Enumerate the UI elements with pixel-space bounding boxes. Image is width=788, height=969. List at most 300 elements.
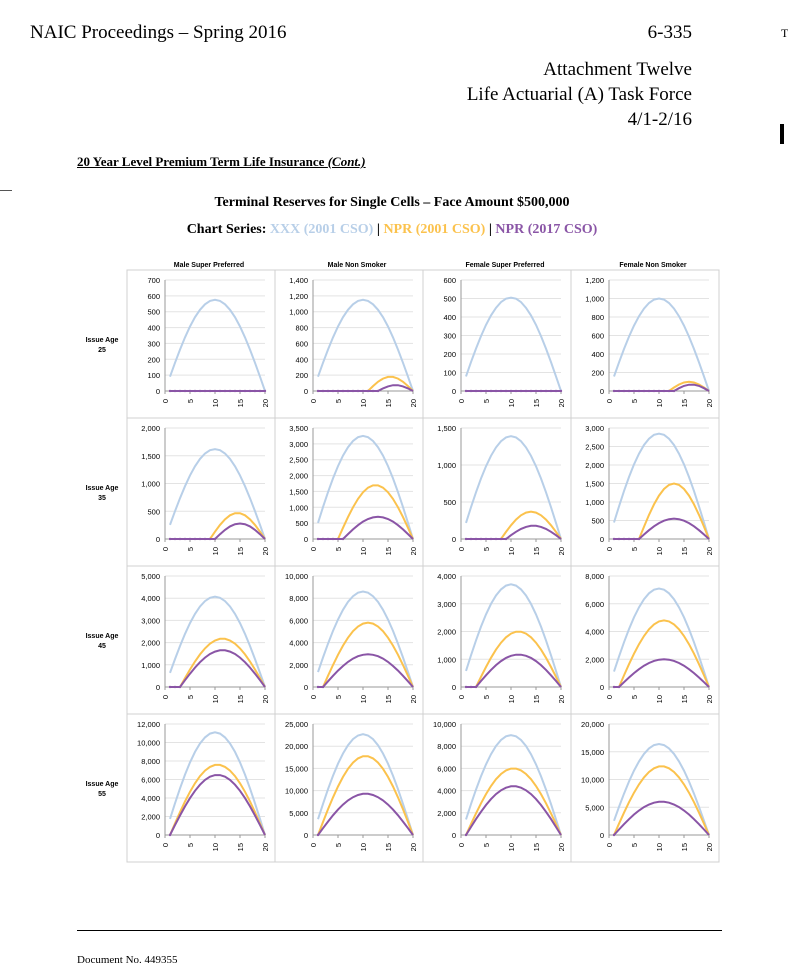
y-tick-label: 2,000 [437, 808, 456, 818]
series-point [623, 390, 625, 392]
series-point [169, 390, 171, 392]
series-point [174, 538, 176, 540]
x-tick-label: 15 [680, 695, 689, 704]
series-point [189, 538, 191, 540]
x-tick-label: 15 [236, 843, 245, 852]
x-tick-label: 15 [532, 695, 541, 704]
series-point [475, 686, 477, 688]
y-tick-label: 800 [591, 313, 604, 322]
x-tick-label: 20 [557, 843, 566, 852]
y-tick-label: 1,000 [289, 503, 308, 513]
y-tick-label: 200 [147, 355, 160, 365]
series-point [342, 390, 344, 392]
y-tick-label: 10,000 [581, 775, 604, 785]
series-point [332, 390, 334, 392]
series-point [337, 390, 339, 392]
x-tick-label: 0 [161, 695, 170, 700]
y-tick-label: 8,000 [585, 572, 604, 581]
y-tick-label: 2,500 [289, 455, 308, 465]
y-tick-label: 1,000 [289, 307, 308, 317]
y-tick-label: 1,000 [437, 461, 456, 470]
y-tick-label: 400 [443, 313, 456, 322]
x-tick-label: 10 [507, 843, 516, 852]
y-tick-label: 6,000 [141, 775, 160, 785]
y-tick-label: 2,000 [585, 655, 604, 665]
x-tick-label: 10 [211, 399, 220, 408]
y-tick-label: 0 [451, 683, 456, 692]
y-tick-label: 0 [599, 535, 604, 544]
x-tick-label: 10 [507, 399, 516, 408]
x-tick-label: 10 [359, 695, 368, 704]
y-tick-label: 300 [443, 331, 456, 341]
series-point [174, 390, 176, 392]
y-tick-label: 20,000 [581, 720, 604, 729]
series-point [244, 390, 246, 392]
series-point [490, 390, 492, 392]
x-tick-label: 15 [532, 843, 541, 852]
series-point [322, 686, 324, 688]
series-point [465, 538, 467, 540]
y-tick-label: 3,000 [141, 616, 160, 626]
x-tick-label: 15 [384, 547, 393, 556]
y-tick-label: 5,000 [289, 808, 308, 818]
series-point [530, 390, 532, 392]
y-tick-label: 3,000 [289, 439, 308, 449]
x-tick-label: 20 [557, 695, 566, 704]
series-point [535, 390, 537, 392]
series-point [367, 390, 369, 392]
x-tick-label: 10 [211, 547, 220, 556]
series-point [199, 538, 201, 540]
series-point [327, 538, 329, 540]
page-number: 6-335 [647, 22, 692, 43]
x-tick-label: 5 [186, 399, 195, 404]
series-point [643, 390, 645, 392]
series-line-xxx-2001 [466, 735, 561, 835]
series-point [254, 390, 256, 392]
y-tick-label: 1,200 [585, 276, 604, 285]
y-tick-label: 0 [155, 387, 160, 396]
y-tick-label: 2,000 [585, 461, 604, 470]
y-tick-label: 400 [147, 323, 160, 333]
series-line-xxx-2001 [170, 300, 265, 391]
x-tick-label: 15 [532, 399, 541, 408]
series-point [219, 390, 221, 392]
series-point [317, 686, 319, 688]
series-point [550, 390, 552, 392]
series-point [668, 390, 670, 392]
column-title: Female Super Preferred [465, 262, 545, 269]
series-line-xxx-2001 [170, 732, 265, 835]
y-tick-label: 1,500 [289, 487, 308, 497]
y-tick-label: 500 [443, 294, 456, 304]
series-line-xxx-2001 [318, 734, 413, 835]
series-point [520, 390, 522, 392]
x-tick-label: 15 [236, 547, 245, 556]
x-tick-label: 20 [261, 695, 270, 704]
series-line-xxx-2001 [170, 597, 265, 687]
series-point [540, 390, 542, 392]
date-label: 4/1-2/16 [627, 109, 692, 130]
x-tick-label: 5 [630, 547, 639, 552]
y-tick-label: 700 [147, 276, 160, 285]
series-point [505, 538, 507, 540]
series-point [204, 390, 206, 392]
series-point [204, 538, 206, 540]
y-tick-label: 1,500 [585, 479, 604, 489]
series-line-npr-2017 [318, 654, 413, 687]
header-left-title: NAIC Proceedings – Spring 2016 [30, 22, 287, 43]
y-tick-label: 0 [451, 387, 456, 396]
row-label: Issue Age [85, 781, 119, 788]
x-tick-label: 20 [261, 399, 270, 408]
y-tick-label: 4,000 [141, 594, 160, 604]
x-tick-label: 15 [532, 547, 541, 556]
series-point [234, 390, 236, 392]
y-tick-label: 1,500 [437, 424, 456, 433]
series-point [327, 390, 329, 392]
x-tick-label: 5 [186, 843, 195, 848]
series-point [628, 390, 630, 392]
x-tick-label: 10 [655, 547, 664, 556]
y-tick-label: 200 [443, 350, 456, 359]
y-tick-label: 20,000 [285, 742, 308, 752]
row-label: Issue Age [85, 485, 119, 492]
series-point [179, 538, 181, 540]
x-tick-label: 0 [457, 695, 466, 700]
chart-title: Terminal Reserves for Single Cells – Face Amount $500,000 [214, 195, 570, 210]
series-point [545, 390, 547, 392]
series-point [224, 390, 226, 392]
y-tick-label: 3,000 [437, 599, 456, 609]
series-point [480, 538, 482, 540]
legend-separator: | [485, 222, 496, 237]
y-tick-label: 2,000 [141, 812, 160, 822]
x-tick-label: 10 [655, 399, 664, 408]
y-tick-label: 12,000 [137, 720, 160, 729]
series-point [229, 390, 231, 392]
x-tick-label: 20 [261, 547, 270, 556]
series-point [470, 686, 472, 688]
x-tick-label: 0 [457, 399, 466, 404]
series-point [638, 538, 640, 540]
series-line-npr-2017 [614, 385, 709, 391]
x-tick-label: 5 [630, 399, 639, 404]
y-tick-label: 100 [147, 371, 160, 381]
series-point [638, 390, 640, 392]
y-tick-label: 10,000 [285, 786, 308, 796]
y-tick-label: 0 [303, 683, 308, 692]
series-point [209, 538, 211, 540]
x-tick-label: 20 [409, 843, 418, 852]
y-tick-label: 100 [443, 368, 456, 378]
x-tick-label: 5 [482, 843, 491, 848]
y-tick-label: 15,000 [285, 764, 308, 774]
x-tick-label: 20 [409, 547, 418, 556]
footer-divider [77, 930, 722, 931]
x-tick-label: 15 [236, 695, 245, 704]
legend-separator: | [373, 222, 384, 237]
x-tick-label: 5 [334, 399, 343, 404]
y-tick-label: 600 [295, 339, 308, 349]
series-point [465, 390, 467, 392]
series-point [189, 390, 191, 392]
series-point [184, 538, 186, 540]
series-point [475, 390, 477, 392]
y-tick-label: 8,000 [289, 594, 308, 604]
x-tick-label: 15 [384, 695, 393, 704]
y-tick-label: 4,000 [437, 786, 456, 796]
series-point [169, 538, 171, 540]
series-point [194, 538, 196, 540]
series-point [347, 390, 349, 392]
series-point [179, 686, 181, 688]
x-tick-label: 10 [655, 843, 664, 852]
series-line-xxx-2001 [466, 298, 561, 391]
series-point [500, 538, 502, 540]
series-point [480, 390, 482, 392]
series-point [613, 538, 615, 540]
x-tick-label: 0 [161, 547, 170, 552]
x-tick-label: 5 [334, 695, 343, 700]
x-tick-label: 0 [457, 547, 466, 552]
series-point [500, 390, 502, 392]
series-line-xxx-2001 [318, 300, 413, 391]
series-point [613, 834, 615, 836]
x-tick-label: 0 [309, 547, 318, 552]
series-point [259, 390, 261, 392]
series-point [648, 390, 650, 392]
y-tick-label: 8,000 [437, 742, 456, 752]
series-point [194, 390, 196, 392]
subtitle-main: 20 Year Level Premium Term Life Insurance [77, 154, 328, 169]
series-point [505, 390, 507, 392]
series-point [372, 390, 374, 392]
y-tick-label: 0 [599, 387, 604, 396]
series-point [214, 390, 216, 392]
y-tick-label: 1,000 [585, 294, 604, 304]
y-tick-label: 2,000 [141, 638, 160, 648]
x-tick-label: 10 [211, 843, 220, 852]
series-point [485, 538, 487, 540]
x-tick-label: 0 [161, 399, 170, 404]
y-tick-label: 800 [295, 323, 308, 333]
series-point [465, 686, 467, 688]
series-point [633, 538, 635, 540]
legend-prefix: Chart Series: [186, 222, 270, 237]
series-point [322, 538, 324, 540]
y-tick-label: 1,000 [585, 498, 604, 507]
y-tick-label: 4,000 [141, 794, 160, 803]
x-tick-label: 5 [482, 547, 491, 552]
x-tick-label: 0 [309, 695, 318, 700]
series-point [470, 390, 472, 392]
series-point [495, 538, 497, 540]
series-point [618, 538, 620, 540]
series-point [337, 538, 339, 540]
row-label-age: 25 [98, 347, 106, 354]
y-tick-label: 1,400 [289, 276, 308, 285]
y-tick-label: 15,000 [581, 747, 604, 757]
y-tick-label: 0 [155, 831, 160, 840]
x-tick-label: 15 [236, 399, 245, 408]
x-tick-label: 20 [705, 843, 714, 852]
series-point [179, 390, 181, 392]
series-point [555, 390, 557, 392]
series-point [465, 834, 467, 836]
y-tick-label: 4,000 [437, 572, 456, 581]
series-point [249, 390, 251, 392]
task-force-label: Life Actuarial (A) Task Force [466, 84, 692, 105]
x-tick-label: 0 [605, 695, 614, 700]
y-tick-label: 0 [599, 683, 604, 692]
y-tick-label: 2,000 [437, 627, 456, 637]
y-tick-label: 6,000 [585, 599, 604, 609]
series-point [673, 390, 675, 392]
series-point [214, 538, 216, 540]
series-point [485, 390, 487, 392]
series-point [184, 390, 186, 392]
x-tick-label: 0 [457, 843, 466, 848]
y-tick-label: 3,000 [585, 424, 604, 433]
y-tick-label: 0 [155, 683, 160, 692]
x-tick-label: 0 [605, 399, 614, 404]
x-tick-label: 20 [261, 843, 270, 852]
x-tick-label: 20 [409, 695, 418, 704]
y-tick-label: 5,000 [585, 803, 604, 813]
x-tick-label: 0 [605, 547, 614, 552]
series-point [510, 390, 512, 392]
y-tick-label: 2,000 [141, 424, 160, 433]
y-tick-label: 1,000 [141, 479, 160, 489]
y-tick-label: 4,000 [289, 638, 308, 648]
series-point [332, 538, 334, 540]
series-point [613, 390, 615, 392]
series-point [199, 390, 201, 392]
y-tick-label: 10,000 [137, 738, 160, 748]
y-tick-label: 0 [451, 831, 456, 840]
x-tick-label: 20 [705, 547, 714, 556]
series-point [475, 538, 477, 540]
y-tick-label: 1,000 [437, 655, 456, 665]
series-point [322, 390, 324, 392]
attachment-label: Attachment Twelve [543, 59, 692, 80]
series-line-npr-2017 [170, 524, 265, 540]
series-point [264, 390, 266, 392]
series-point [174, 686, 176, 688]
series-point [560, 390, 562, 392]
y-tick-label: 2,000 [289, 660, 308, 670]
subtitle-cont: (Cont.) [327, 154, 366, 169]
row-label-age: 45 [98, 643, 106, 650]
x-tick-label: 5 [630, 695, 639, 700]
series-line-npr-2001 [318, 377, 413, 391]
series-point [618, 686, 620, 688]
series-line-npr-2017 [170, 650, 265, 687]
series-point [628, 538, 630, 540]
series-point [618, 390, 620, 392]
y-tick-label: 1,200 [289, 291, 308, 301]
x-tick-label: 5 [334, 547, 343, 552]
series-point [663, 390, 665, 392]
y-tick-label: 0 [155, 535, 160, 544]
y-tick-label: 200 [591, 368, 604, 378]
series-point [495, 390, 497, 392]
y-tick-label: 600 [443, 276, 456, 285]
x-tick-label: 0 [309, 843, 318, 848]
y-tick-label: 500 [147, 307, 160, 317]
x-tick-label: 5 [482, 399, 491, 404]
series-point [169, 834, 171, 836]
y-tick-label: 0 [599, 831, 604, 840]
x-tick-label: 15 [680, 547, 689, 556]
series-line-xxx-2001 [614, 434, 709, 539]
series-line-npr-2001 [466, 512, 561, 539]
x-tick-label: 15 [384, 399, 393, 408]
x-tick-label: 5 [630, 843, 639, 848]
column-title: Male Super Preferred [173, 262, 245, 269]
y-tick-label: 400 [591, 350, 604, 359]
x-tick-label: 20 [705, 399, 714, 408]
x-tick-label: 10 [655, 695, 664, 704]
y-tick-label: 0 [303, 387, 308, 396]
x-tick-label: 20 [557, 547, 566, 556]
series-point [613, 686, 615, 688]
x-tick-label: 10 [211, 695, 220, 704]
y-tick-label: 10,000 [285, 572, 308, 581]
y-tick-label: 6,000 [437, 764, 456, 774]
y-tick-label: 300 [147, 339, 160, 349]
x-tick-label: 5 [186, 695, 195, 700]
series-point [342, 538, 344, 540]
y-tick-label: 4,000 [585, 627, 604, 637]
x-tick-label: 15 [384, 843, 393, 852]
document-number: Document No. 449355 [77, 954, 178, 966]
x-tick-label: 10 [507, 695, 516, 704]
x-tick-label: 0 [161, 843, 170, 848]
series-point [658, 390, 660, 392]
row-label: Issue Age [85, 337, 119, 344]
x-tick-label: 20 [705, 695, 714, 704]
y-tick-label: 25,000 [285, 720, 308, 729]
y-tick-label: 600 [147, 291, 160, 301]
series-point [377, 390, 379, 392]
series-point [209, 390, 211, 392]
series-point [515, 390, 517, 392]
y-tick-label: 2,500 [585, 442, 604, 452]
x-tick-label: 5 [334, 843, 343, 848]
x-tick-label: 15 [680, 843, 689, 852]
legend-item-xxx-2001: XXX (2001 CSO) [269, 222, 374, 237]
series-line-npr-2001 [614, 382, 709, 391]
series-point [352, 390, 354, 392]
x-tick-label: 10 [359, 547, 368, 556]
series-line-npr-2017 [614, 519, 709, 539]
y-tick-label: 0 [451, 535, 456, 544]
x-tick-label: 10 [359, 843, 368, 852]
series-line-npr-2001 [614, 766, 709, 835]
series-point [357, 390, 359, 392]
series-point [362, 390, 364, 392]
series-point [317, 834, 319, 836]
row-label: Issue Age [85, 633, 119, 640]
y-tick-label: 5,000 [141, 572, 160, 581]
series-point [490, 538, 492, 540]
series-line-npr-2017 [466, 526, 561, 539]
series-point [633, 390, 635, 392]
x-tick-label: 20 [557, 399, 566, 408]
series-point [623, 538, 625, 540]
